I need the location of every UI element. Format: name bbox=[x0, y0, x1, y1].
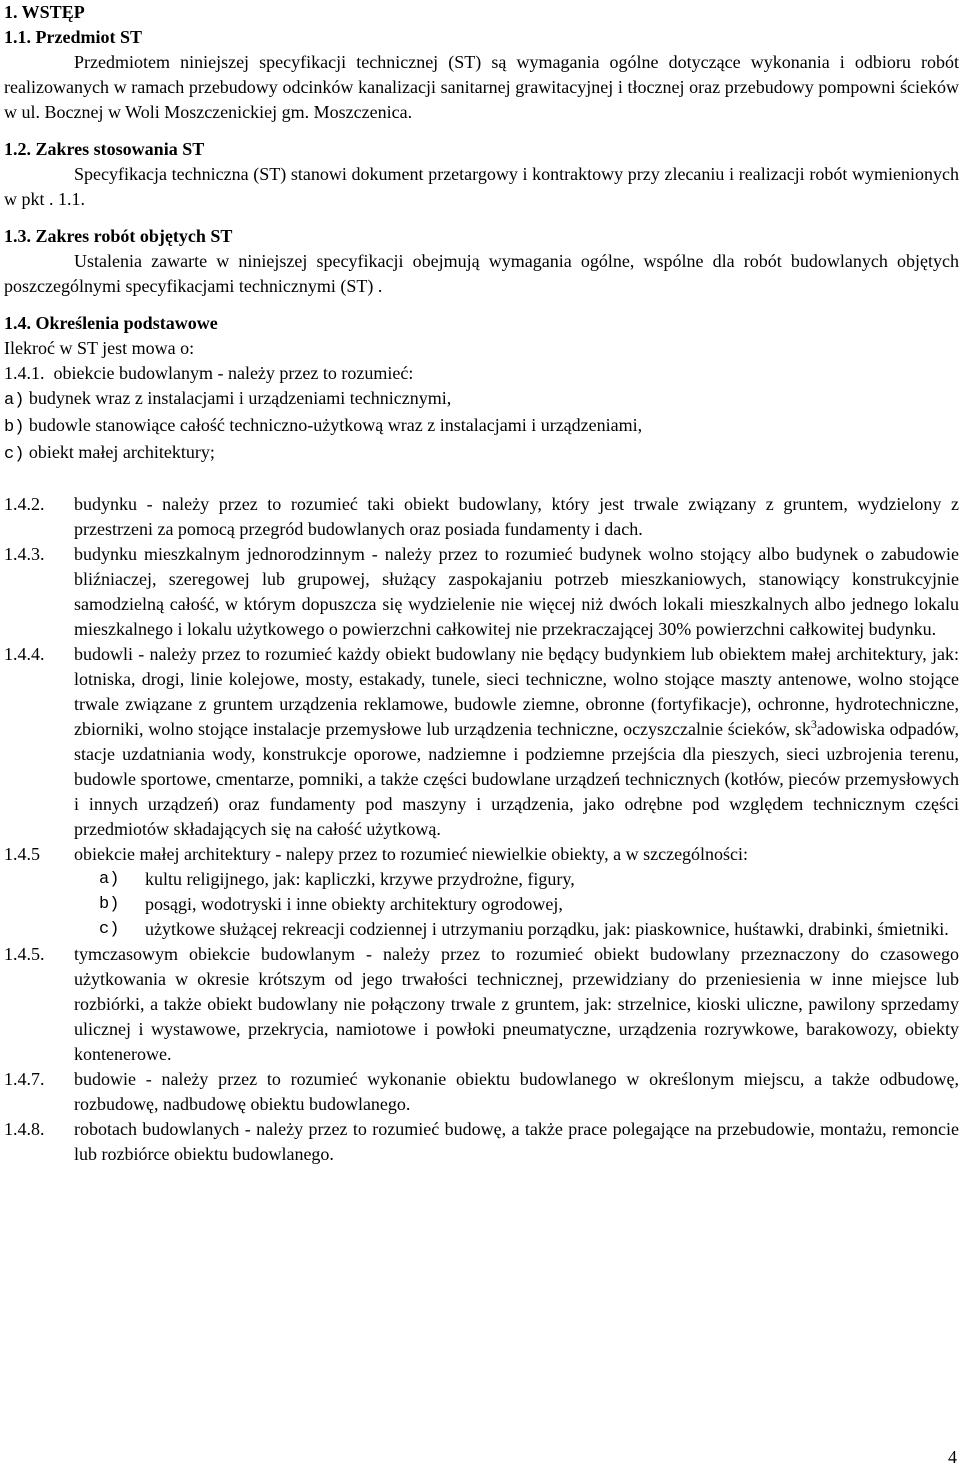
list-label: c) bbox=[99, 920, 120, 939]
definition-1-4-7 bbox=[4, 1067, 959, 1117]
definition-text: budynku - należy przez to rozumieć taki obiekt budowlany, który jest trwale związany z gruntem, wydzielony z przestrzeni za pomocą przegród budowlanych oraz posiada fundamenty i dach. bbox=[74, 494, 959, 539]
list-label: a) bbox=[99, 870, 120, 889]
section-1-1-body: Przedmiotem niniejszej specyfikacji technicznej (ST) są wymagania ogólne dotyczące wykonania i odbioru robót realizowanych w ramach przebudowy odcinków kanalizacji sanitarnej grawitacyjnej i tłocznej oraz przebudowy pompowni ścieków w ul. Bocznej w Woli Moszczenickiej gm. Moszczenica. bbox=[4, 52, 959, 122]
list-item: c) użytkowe służącej rekreacji codziennej i utrzymaniu porządku, jak: piaskownice, huśtawki, drabinki, śmietniki. bbox=[99, 917, 959, 942]
definition-number: 1.4.5 bbox=[4, 844, 40, 864]
definition-number: 1.4.4. bbox=[4, 644, 45, 664]
definition-text: obiekcie budowlanym - należy przez to rozumieć: bbox=[53, 363, 414, 383]
section-1-2-title: 1.2. Zakres stosowania ST bbox=[4, 139, 205, 159]
section-1-3-body: Ustalenia zawarte w niniejszej specyfikacji obejmują wymagania ogólne, wspólne dla robót budowlanych objętych poszczególnymi specyfikacjami technicznymi (ST) . bbox=[4, 251, 959, 296]
list-item: c) obiekt małej architektury; bbox=[4, 442, 215, 464]
section-1-4-title: 1.4. Określenia podstawowe bbox=[4, 313, 218, 333]
definition-1-4-5-small-architecture bbox=[4, 842, 959, 867]
definition-1-4-5-temporary bbox=[4, 942, 959, 1067]
definition-number: 1.4.8. bbox=[4, 1119, 45, 1139]
definition-1-4-3 bbox=[4, 542, 959, 642]
chapter-heading: 1. WSTĘP bbox=[4, 2, 85, 22]
definition-text: budowli - należy przez to rozumieć każdy obiekt budowlany nie będący budynkiem lub obiektem małej architektury, jak: lotniska, drogi, linie kolejowe, mosty, estakady, tunele, sieci techniczne, wolno stojące maszty antenowe, wolno stojące trwale związane z gruntem urządzenia reklamowe, budowle ziemne, obronne (fortyfikacje), ochronne, hydrotechniczne, zbiorniki, wolno stojące instalacje przemysłowe lub urządzenia techniczne, oczyszczalnie ścieków, $sk^3adowiska$ odpadów, stacje uzdatniania wody, konstrukcje oporowe, nadziemne i podziemne przejścia dla pieszych, sieci uzbrojenia terenu, budowle sportowe, cmentarze, pomniki, a także części budowlane urządzeń technicznych (kotłów, pieców przemysłowych i innych urządzeń) oraz fundamenty pod maszyny i urządzenia, jako odrębne pod względem technicznym części przedmiotów składających się na całość użytkową. bbox=[74, 644, 959, 839]
definition-1-4-2 bbox=[4, 492, 959, 542]
list-label: c) bbox=[4, 445, 25, 464]
section-1-3-title: 1.3. Zakres robót objętych ST bbox=[4, 226, 233, 246]
definition-text: robotach budowlanych - należy przez to rozumieć budowę, a także prace polegające na przebudowie, montażu, remoncie lub rozbiórce obiektu budowlanego. bbox=[74, 1119, 959, 1164]
definition-1-4-1 bbox=[4, 361, 959, 386]
list-item: a) budynek wraz z instalacjami i urządzeniami technicznymi, bbox=[4, 388, 452, 410]
definition-text: tymczasowym obiekcie budowlanym - należy przez to rozumieć obiekt budowlany przeznaczony do czasowego użytkowania w okresie krótszym od jego trwałości technicznej, przewidziany do przeniesienia w inne miejsce lub rozbiórki, a także obiekt budowlany nie połączony trwale z gruntem, jak: strzelnice, kioski uliczne, pawilony sprzedamy ulicznej i wystawowe, przekrycia, namiotowe i powłoki pneumatyczne, urządzenia rozrywkowe, barakowozy, obiekty kontenerowe. bbox=[74, 944, 959, 1064]
list-label: a) bbox=[4, 391, 25, 410]
definition-number: 1.4.3. bbox=[4, 544, 45, 564]
list-label: b) bbox=[99, 895, 120, 914]
definition-1-4-8 bbox=[4, 1117, 959, 1167]
definition-text: budowie - należy przez to rozumieć wykonanie obiektu budowlanego w określonym miejscu, a także odbudowę, rozbudowę, nadbudowę obiektu budowlanego. bbox=[74, 1069, 959, 1114]
definition-number: 1.4.5. bbox=[4, 944, 45, 964]
list-item: b) posągi, wodotryski i inne obiekty architektury ogrodowej, bbox=[99, 892, 959, 917]
list-label: b) bbox=[4, 418, 25, 437]
definition-number: 1.4.7. bbox=[4, 1069, 45, 1089]
superscript: 3 bbox=[810, 717, 817, 731]
section-1-1-title: 1.1. Przedmiot ST bbox=[4, 27, 142, 47]
list-item: b) budowle stanowiące całość techniczno-użytkową wraz z instalacjami i urządzeniami, bbox=[4, 415, 643, 437]
definition-1-4-4 bbox=[4, 642, 959, 842]
definition-number: 1.4.2. bbox=[4, 494, 45, 514]
definition-text: obiekcie małej architektury - nalepy przez to rozumieć niewielkie obiekty, a w szczególności: bbox=[74, 844, 749, 864]
page-number: 4 bbox=[948, 1447, 957, 1467]
definition-text: budynku mieszkalnym jednorodzinnym - należy przez to rozumieć budynek wolno stojący albo budynek o zabudowie bliźniaczej, szeregowej lub grupowej, służący zaspokajaniu potrzeb mieszkaniowych, stanowiący konstrukcyjnie samodzielną całość, w którym dopuszcza się wydzielenie nie więcej niż dwóch lokali mieszkalnych albo jednego lokalu mieszkalnego i lokalu użytkowego o powierzchni całkowitej nie przekraczającej 30% powierzchni całkowitej budynku. bbox=[74, 544, 959, 639]
list-item: a) kultu religijnego, jak: kapliczki, krzywe przydrożne, figury, bbox=[99, 867, 959, 892]
sub-list bbox=[4, 867, 959, 942]
section-1-4-intro: Ilekroć w ST jest mowa o: bbox=[4, 338, 195, 358]
section-1-2-body: Specyfikacja techniczna (ST) stanowi dokument przetargowy i kontraktowy przy zlecaniu i realizacji robót wymienionych w pkt . 1.1. bbox=[4, 164, 959, 209]
definition-number: 1.4.1. bbox=[4, 363, 45, 383]
document-page bbox=[4, 0, 959, 1167]
